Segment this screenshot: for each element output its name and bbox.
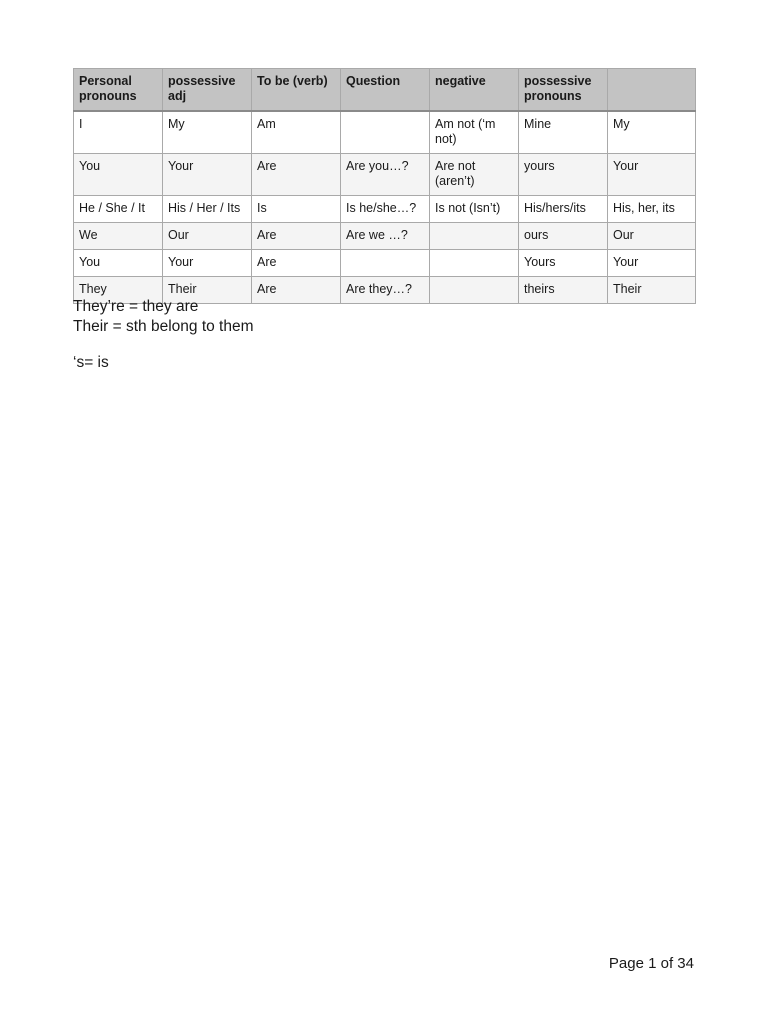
table-cell: ours xyxy=(519,223,608,250)
table-cell: Are xyxy=(252,154,341,196)
pronoun-table xyxy=(73,68,696,304)
note-apostrophe-s: ‘s= is xyxy=(73,354,109,371)
table-cell: Yours xyxy=(519,250,608,277)
header-question: Question xyxy=(341,69,430,112)
table-cell xyxy=(430,277,519,304)
table-cell: My xyxy=(608,111,696,154)
table-cell: Our xyxy=(163,223,252,250)
table-row xyxy=(74,196,696,223)
table-cell: Are not (aren’t) xyxy=(430,154,519,196)
page-number: Page 1 of 34 xyxy=(608,955,694,972)
table-cell: Mine xyxy=(519,111,608,154)
header-negative: negative xyxy=(430,69,519,112)
table-cell xyxy=(430,223,519,250)
table-cell: His, her, its xyxy=(608,196,696,223)
table-cell: yours xyxy=(519,154,608,196)
table-cell: Are you…? xyxy=(341,154,430,196)
header-possessive-adj: possessive adj xyxy=(163,69,252,112)
table-cell: Are xyxy=(252,277,341,304)
table-cell: Your xyxy=(163,250,252,277)
table-cell: Is not (Isn’t) xyxy=(430,196,519,223)
table-cell: You xyxy=(74,154,163,196)
header-personal-pronouns: Personal pronouns xyxy=(74,69,163,112)
table-cell: theirs xyxy=(519,277,608,304)
table-cell: His/hers/its xyxy=(519,196,608,223)
table-cell: Their xyxy=(608,277,696,304)
table-cell: Is he/she…? xyxy=(341,196,430,223)
header-extra xyxy=(608,69,696,112)
table-cell xyxy=(430,250,519,277)
note-theyre: They’re = they are xyxy=(73,298,199,315)
table-cell: You xyxy=(74,250,163,277)
table-cell: Are xyxy=(252,250,341,277)
table-cell: Are they…? xyxy=(341,277,430,304)
table-cell: Their xyxy=(163,277,252,304)
table-cell: They xyxy=(74,277,163,304)
table-body xyxy=(74,111,696,304)
header-to-be: To be (verb) xyxy=(252,69,341,112)
table-cell: Are xyxy=(252,223,341,250)
header-possessive-pronouns: possessive pronouns xyxy=(519,69,608,112)
table-cell: We xyxy=(74,223,163,250)
table-header xyxy=(74,69,696,112)
table-cell: Is xyxy=(252,196,341,223)
note-spacer xyxy=(73,337,254,353)
table-cell: Your xyxy=(163,154,252,196)
table-cell: He / She / It xyxy=(74,196,163,223)
table-header-row xyxy=(74,69,696,112)
grammar-notes xyxy=(73,297,254,373)
table-cell: Your xyxy=(608,154,696,196)
table-cell: Our xyxy=(608,223,696,250)
table-cell: Am xyxy=(252,111,341,154)
table-row xyxy=(74,154,696,196)
table-cell: Are we …? xyxy=(341,223,430,250)
table-cell: His / Her / Its xyxy=(163,196,252,223)
table-row xyxy=(74,111,696,154)
table-row xyxy=(74,250,696,277)
table-cell xyxy=(341,250,430,277)
table-row xyxy=(74,223,696,250)
table-cell: I xyxy=(74,111,163,154)
table-cell: My xyxy=(163,111,252,154)
table-cell xyxy=(341,111,430,154)
table-cell: Your xyxy=(608,250,696,277)
note-their: Their = sth belong to them xyxy=(73,318,254,335)
table-cell: Am not (‘m not) xyxy=(430,111,519,154)
